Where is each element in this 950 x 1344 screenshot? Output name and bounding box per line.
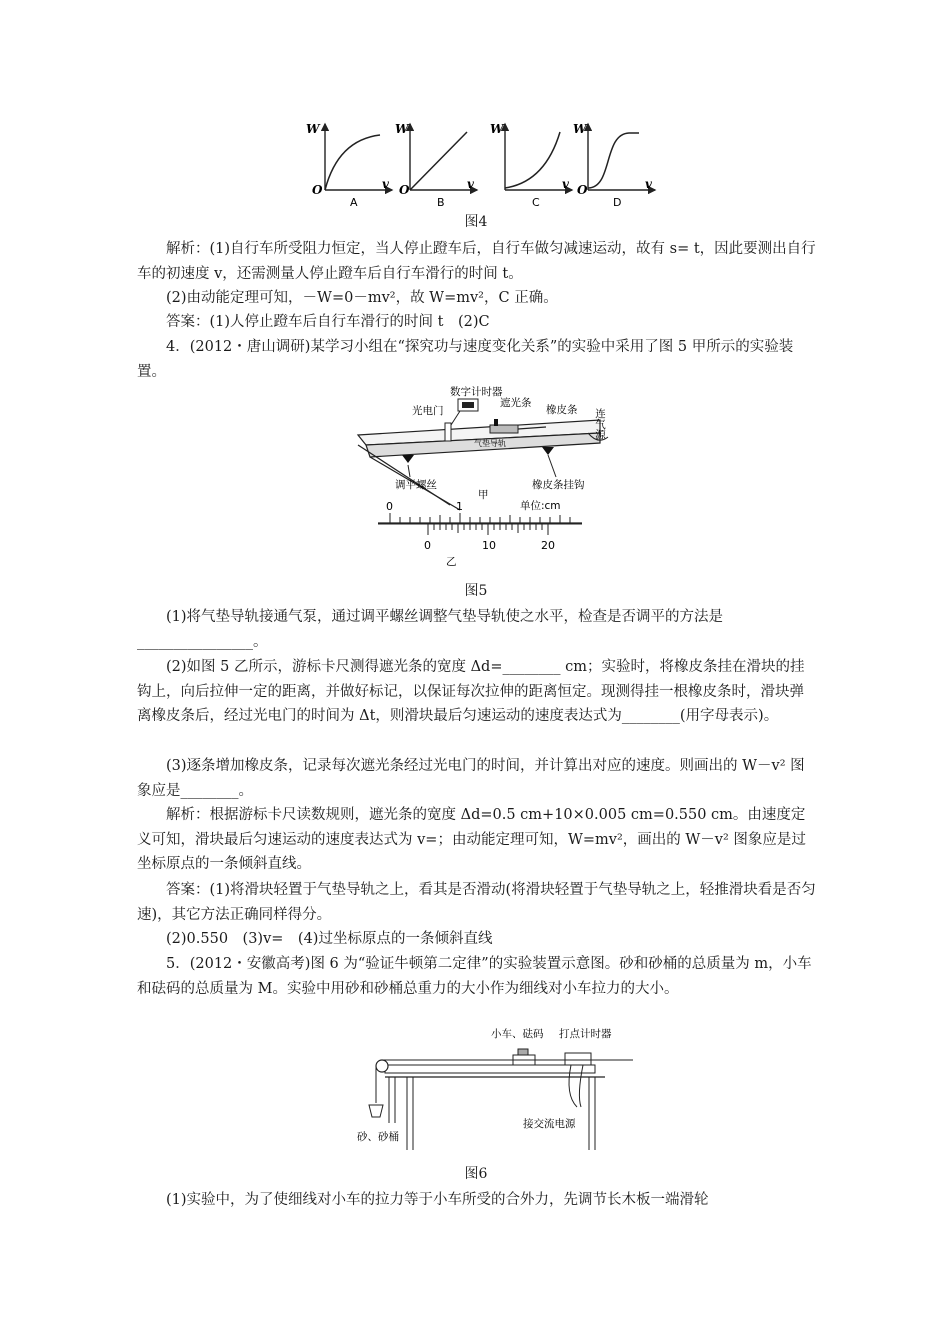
caliper-unit: 单位:cm <box>520 500 561 512</box>
caliper-main-ticks <box>390 513 570 523</box>
shading-strip-icon <box>494 419 498 426</box>
label-part-b: 乙 <box>446 556 457 568</box>
label-hook: 橡皮条挂钩 <box>532 479 585 491</box>
caliper-vernier-tick-10: 10 <box>482 539 496 552</box>
label-part-a: 甲 <box>478 489 489 501</box>
q5-stem: 5．(2012・安徽高考)图 6 为“验证牛顿第二定律”的实验装置示意图。砂和砂桶的总质量为 m，小车和砝码的总质量为 M。实验中用砂和砂桶总重力的大小作为细线对小车拉力的大小。 <box>137 956 812 997</box>
label-air-source: 连气源 <box>594 408 606 440</box>
ticker-timer-icon <box>565 1053 591 1065</box>
q3-answer: 答案：(1)人停止蹬车后自行车滑行的时间 t (2)C <box>166 314 490 330</box>
q4-analysis: 解析：根据游标卡尺读数规则，遮光条的宽度 Δd=0.5 cm+10×0.005 cm=0.550 cm。由速度定义可知，滑块最后匀速运动的速度表达式为 v=；由动能定理可知，W=mv²，画出的 W－v² 图象应是过坐标原点的一条倾斜直线。 <box>137 807 806 872</box>
q5-question-1: (1)实验中，为了使细线对小车的拉力等于小车所受的合外力，先调节长木板一端滑轮 <box>166 1192 709 1208</box>
vernier-caliper <box>378 499 582 568</box>
figure-6 <box>355 1025 635 1160</box>
caliper-main-tick-1: 1 <box>456 500 463 513</box>
label-timer: 打点计时器 <box>559 1028 612 1040</box>
graph-d-label: D <box>613 196 622 209</box>
caliper-vernier-ticks <box>428 524 548 535</box>
graph-a <box>306 122 392 209</box>
figure-4 <box>300 118 652 213</box>
figure-5-caption: 图5 <box>464 583 488 599</box>
q4-question-1: (1)将气垫导轨接通气泵，通过调平螺丝调整气垫导轨使之水平，检查是否调平的方法是________________。 <box>137 609 724 650</box>
label-leveling-screw: 调平螺丝 <box>395 479 437 491</box>
slider-block-icon <box>490 425 518 433</box>
graph-c-y-label: W <box>490 122 504 136</box>
q3-analysis-p2: (2)由动能定理可知，－W=0－mv²，故 W=mv²，C 正确。 <box>166 290 558 306</box>
label-timer: 数字计时器 <box>450 386 503 398</box>
caliper-main-tick-0: 0 <box>386 500 393 513</box>
label-shading-strip: 遮光条 <box>500 397 532 409</box>
graph-a-curve <box>325 135 380 190</box>
graph-a-label: A <box>350 196 358 209</box>
figure-4-caption: 图4 <box>464 214 488 230</box>
label-photogate: 光电门 <box>412 405 444 417</box>
bucket-icon <box>369 1105 383 1117</box>
graph-b-y-label: W <box>395 122 409 136</box>
graph-d-origin: O <box>577 183 588 197</box>
figure-6-caption: 图6 <box>464 1166 488 1182</box>
graph-a-y-label: W <box>306 122 320 136</box>
graph-b-x-label: v <box>467 177 474 191</box>
graph-d <box>573 122 655 209</box>
graph-c <box>490 122 572 209</box>
pulley-icon <box>376 1060 388 1072</box>
graph-b <box>395 122 477 209</box>
graph-a-x-label: v <box>382 177 389 191</box>
leveling-screw-right-icon <box>542 447 554 455</box>
graph-d-curve <box>588 133 639 188</box>
q4-answer-2: (2)0.550 (3)v= (4)过坐标原点的一条倾斜直线 <box>166 931 493 947</box>
photogate-icon <box>445 423 451 441</box>
caliper-vernier-tick-0: 0 <box>424 539 431 552</box>
graph-c-label: C <box>532 196 540 209</box>
graph-d-y-label: W <box>573 122 587 136</box>
q4-stem: 4．(2012・唐山调研)某学习小组在“探究功与速度变化关系”的实验中采用了图 5 甲所示的实验装置。 <box>137 339 794 380</box>
q4-answer-1: 答案：(1)将滑块轻置于气垫导轨之上，看其是否滑动(将滑块轻置于气垫导轨之上，轻推滑块看是否匀速)，其它方法正确同样得分。 <box>137 882 816 923</box>
graph-d-x-label: v <box>645 177 652 191</box>
label-power: 接交流电源 <box>523 1118 576 1130</box>
graph-c-curve <box>505 132 560 188</box>
graph-b-line <box>410 132 467 190</box>
graph-c-x-label: v <box>562 177 569 191</box>
graph-b-label: B <box>437 196 445 209</box>
leveling-screw-left-icon <box>402 455 414 463</box>
caliper-vernier-tick-20: 20 <box>541 539 555 552</box>
q3-analysis-p1: 解析：(1)自行车所受阻力恒定，当人停止蹬车后，自行车做匀减速运动，故有 s= t，因此要测出自行车的初速度 v，还需测量人停止蹬车后自行车滑行的时间 t。 <box>137 241 816 282</box>
q4-question-3: (3)逐条增加橡皮条，记录每次遮光条经过光电门的时间，并计算出对应的速度。则画出的 W－v² 图象应是________。 <box>137 758 805 799</box>
label-bucket: 砂、砂桶 <box>357 1131 399 1143</box>
graph-b-origin: O <box>399 183 410 197</box>
newton-experiment-apparatus <box>357 1027 633 1150</box>
label-rubber-band: 橡皮条 <box>546 404 578 416</box>
label-air-track: 气垫导轨 <box>474 439 506 448</box>
graph-a-origin: O <box>312 183 323 197</box>
air-track-apparatus <box>358 385 608 510</box>
q4-question-2: (2)如图 5 乙所示，游标卡尺测得遮光条的宽度 Δd=________ cm；实验时，将橡皮条挂在滑块的挂钩上，向后拉伸一定的距离，并做好标记，以保证每次拉伸的距离恒定。现测得挂一根橡皮条时，滑块弹离橡皮条后，经过光电门的时间为 Δt，则滑块最后匀速运动的速度表达式为________(用字母表示)。 <box>137 659 805 724</box>
label-cart: 小车、砝码 <box>491 1028 544 1040</box>
figure-5 <box>350 385 620 575</box>
